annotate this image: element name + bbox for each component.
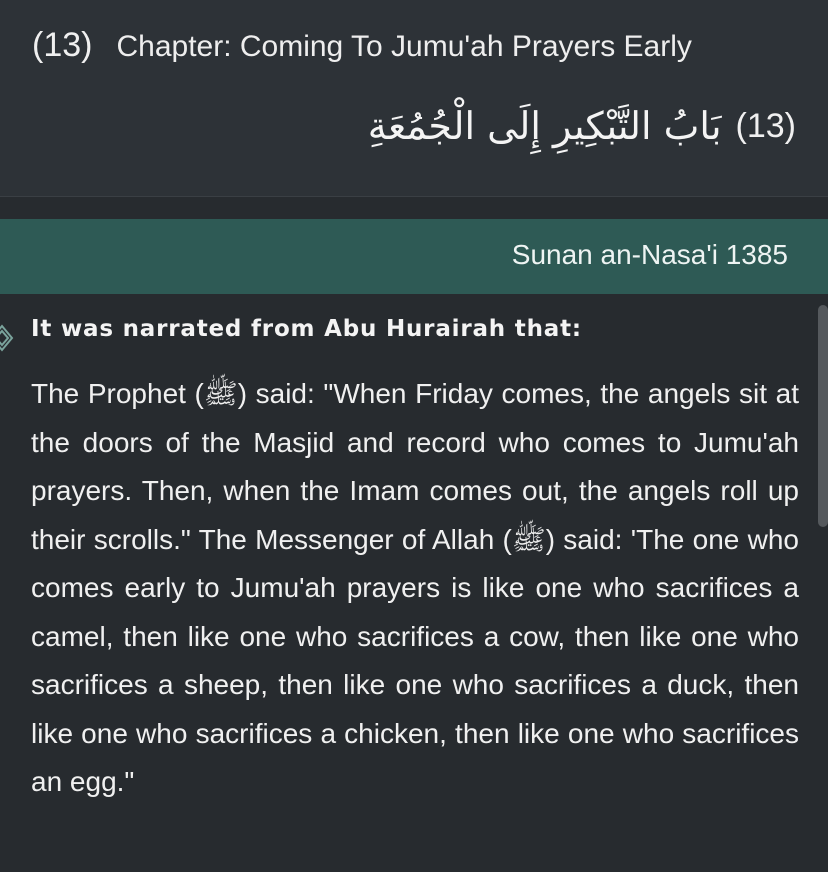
hadith-body xyxy=(0,294,828,872)
decorative-ornament-icon xyxy=(0,322,16,354)
chapter-arabic-number: (13) xyxy=(735,106,796,145)
narrator-line: It was narrated from Abu Hurairah that: xyxy=(31,316,582,342)
chapter-number: (13) xyxy=(32,26,93,64)
hadith-text: The Prophet (ﷺ) said: "When Friday comes, the angels sit at the doors of the Masjid and record who comes to Jumu'ah prayers. Then, when the Imam comes out, the angels roll up their scrolls." The Messenger of Allah (ﷺ) said: 'The one who comes early to Jumu'ah prayers is like one who sacrifices a camel, then like one who sacrifices a cow, then like one who sacrifices a sheep, then like one who sacrifices a duck, then like one who sacrifices a chicken, then like one who sacrifices an egg." xyxy=(31,378,799,797)
scrollbar[interactable] xyxy=(818,305,828,527)
reference-bar xyxy=(0,219,828,294)
section-spacer xyxy=(0,197,828,219)
chapter-arabic-title: بَابُ التَّبْكِيرِ إِلَى الْجُمُعَةِ xyxy=(367,104,722,148)
chapter-title: Chapter: Coming To Jumu'ah Prayers Early xyxy=(116,30,692,63)
hadith-reference[interactable]: Sunan an-Nasa'i 1385 xyxy=(511,239,788,270)
chapter-english-heading xyxy=(32,26,692,65)
chapter-header xyxy=(0,0,828,197)
chapter-arabic-heading xyxy=(368,104,796,148)
